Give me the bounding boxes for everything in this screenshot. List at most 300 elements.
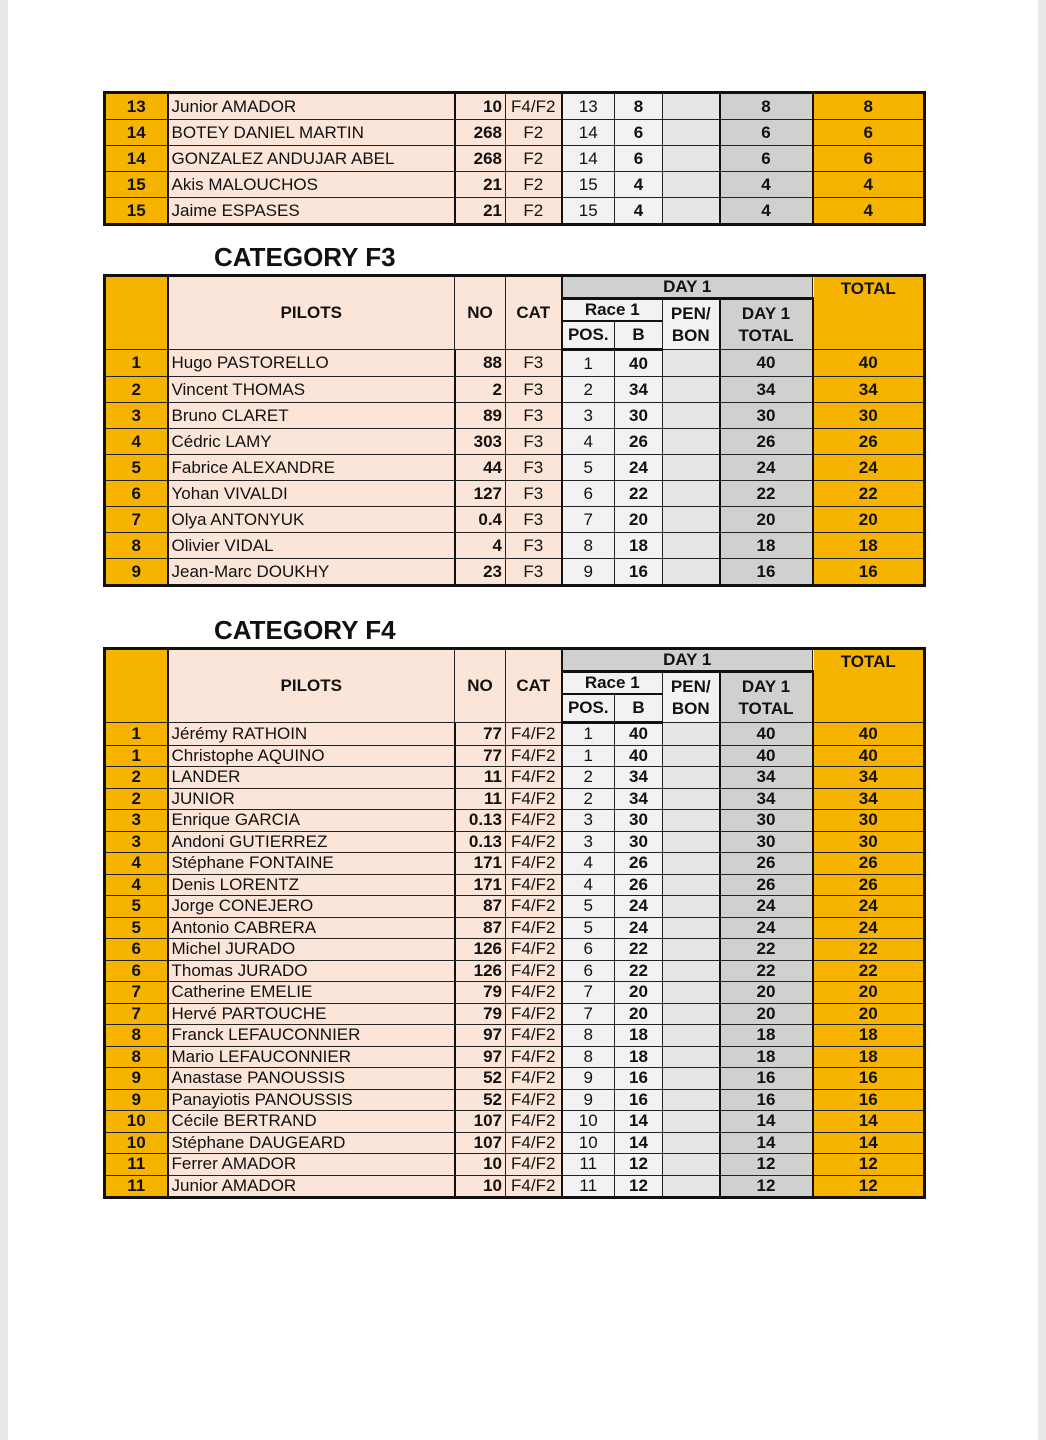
race-position-cell: 3 bbox=[562, 810, 615, 832]
result-row bbox=[105, 723, 925, 746]
category-cell: F4/F2 bbox=[506, 1111, 562, 1133]
rank-cell: 5 bbox=[105, 455, 168, 481]
rank-cell: 10 bbox=[105, 1132, 168, 1154]
race-points-cell: 34 bbox=[615, 767, 663, 789]
race-position-cell: 11 bbox=[562, 1154, 615, 1176]
car-number-cell: 21 bbox=[455, 198, 506, 225]
total-points-cell: 26 bbox=[813, 874, 925, 896]
pilot-name-cell: Anastase PANOUSSIS bbox=[168, 1068, 455, 1090]
race-points-cell: 34 bbox=[615, 377, 663, 403]
day1-total-cell: 34 bbox=[720, 767, 813, 789]
rank-cell: 7 bbox=[105, 982, 168, 1004]
rank-cell: 8 bbox=[105, 1046, 168, 1068]
race-points-cell: 6 bbox=[615, 120, 663, 146]
result-row bbox=[105, 429, 925, 455]
pilot-name-cell: Enrique GARCIA bbox=[168, 810, 455, 832]
race-position-cell: 2 bbox=[562, 767, 615, 789]
results-page bbox=[8, 0, 1038, 1440]
rank-cell: 6 bbox=[105, 960, 168, 982]
category-cell: F4/F2 bbox=[506, 853, 562, 875]
car-number-cell: 127 bbox=[455, 481, 506, 507]
race-points-cell: 12 bbox=[615, 1154, 663, 1176]
pilot-name-cell: Hervé PARTOUCHE bbox=[168, 1003, 455, 1025]
category-cell: F3 bbox=[506, 559, 562, 586]
results-table-continued bbox=[103, 91, 926, 226]
rank-cell: 5 bbox=[105, 896, 168, 918]
race-points-cell: 30 bbox=[615, 831, 663, 853]
race-position-cell: 10 bbox=[562, 1132, 615, 1154]
day1-total-cell: 24 bbox=[720, 917, 813, 939]
rank-cell: 7 bbox=[105, 1003, 168, 1025]
race-position-cell: 14 bbox=[562, 146, 615, 172]
pilot-name-cell: Olivier VIDAL bbox=[168, 533, 455, 559]
pilot-name-cell: Denis LORENTZ bbox=[168, 874, 455, 896]
race-points-cell: 30 bbox=[615, 403, 663, 429]
race-position-cell: 15 bbox=[562, 198, 615, 225]
total-points-cell: 4 bbox=[813, 198, 925, 225]
total-points-cell: 16 bbox=[813, 1068, 925, 1090]
car-number-cell: 97 bbox=[455, 1046, 506, 1068]
day1-total-cell: 22 bbox=[720, 481, 813, 507]
rank-header bbox=[105, 276, 168, 350]
total-points-cell: 30 bbox=[813, 831, 925, 853]
race-points-cell: 14 bbox=[615, 1132, 663, 1154]
penalty-bonus-cell bbox=[663, 1154, 720, 1176]
rank-cell: 7 bbox=[105, 507, 168, 533]
penalty-bonus-cell bbox=[663, 1003, 720, 1025]
car-number-cell: 52 bbox=[455, 1068, 506, 1090]
pilot-name-cell: Stéphane DAUGEARD bbox=[168, 1132, 455, 1154]
cat-header: CAT bbox=[506, 649, 562, 723]
race-position-cell: 7 bbox=[562, 1003, 615, 1025]
race-position-cell: 13 bbox=[562, 93, 615, 120]
race-points-cell: 34 bbox=[615, 788, 663, 810]
cat-header: CAT bbox=[506, 276, 562, 350]
day1-total-cell: 16 bbox=[720, 1089, 813, 1111]
car-number-cell: 0.13 bbox=[455, 810, 506, 832]
category-cell: F4/F2 bbox=[506, 982, 562, 1004]
result-row bbox=[105, 350, 925, 377]
day1-total-cell: 30 bbox=[720, 831, 813, 853]
total-points-cell: 8 bbox=[813, 93, 925, 120]
rank-cell: 15 bbox=[105, 198, 168, 225]
race-points-cell: 20 bbox=[615, 982, 663, 1004]
result-row bbox=[105, 198, 925, 225]
race-position-cell: 5 bbox=[562, 896, 615, 918]
penalty-bonus-cell bbox=[663, 1025, 720, 1047]
category-f3-title: CATEGORY F3 bbox=[214, 242, 396, 272]
rank-cell: 6 bbox=[105, 481, 168, 507]
total-points-cell: 12 bbox=[813, 1175, 925, 1198]
category-cell: F4/F2 bbox=[506, 788, 562, 810]
category-cell: F4/F2 bbox=[506, 831, 562, 853]
result-row bbox=[105, 1132, 925, 1154]
total-points-cell: 34 bbox=[813, 767, 925, 789]
category-cell: F4/F2 bbox=[506, 1068, 562, 1090]
pilot-name-cell: Michel JURADO bbox=[168, 939, 455, 961]
pilot-name-cell: Jean-Marc DOUKHY bbox=[168, 559, 455, 586]
result-row bbox=[105, 831, 925, 853]
race-points-cell: 40 bbox=[615, 745, 663, 767]
pilot-name-cell: Catherine EMELIE bbox=[168, 982, 455, 1004]
day1-total-cell: 26 bbox=[720, 853, 813, 875]
car-number-cell: 107 bbox=[455, 1132, 506, 1154]
penalty-bonus-cell bbox=[663, 455, 720, 481]
total-points-cell: 22 bbox=[813, 481, 925, 507]
penalty-bonus-cell bbox=[663, 533, 720, 559]
day1-total-cell: 20 bbox=[720, 982, 813, 1004]
penalty-bonus-cell bbox=[663, 917, 720, 939]
total-points-cell: 16 bbox=[813, 559, 925, 586]
penalty-bonus-cell bbox=[663, 120, 720, 146]
car-number-cell: 11 bbox=[455, 788, 506, 810]
total-points-cell: 20 bbox=[813, 982, 925, 1004]
rank-cell: 9 bbox=[105, 1089, 168, 1111]
pilot-name-cell: Junior AMADOR bbox=[168, 93, 455, 120]
day1-total-header: DAY 1 TOTAL bbox=[720, 672, 813, 723]
penalty-bonus-cell bbox=[663, 723, 720, 746]
category-cell: F4/F2 bbox=[506, 1154, 562, 1176]
race-position-cell: 5 bbox=[562, 455, 615, 481]
category-cell: F2 bbox=[506, 146, 562, 172]
penalty-bonus-cell bbox=[663, 93, 720, 120]
pilot-name-cell: Jaime ESPASES bbox=[168, 198, 455, 225]
result-row bbox=[105, 507, 925, 533]
pilot-name-cell: Junior AMADOR bbox=[168, 1175, 455, 1198]
pilot-name-cell: Vincent THOMAS bbox=[168, 377, 455, 403]
race-position-cell: 8 bbox=[562, 533, 615, 559]
race-position-cell: 3 bbox=[562, 403, 615, 429]
race-position-cell: 1 bbox=[562, 350, 615, 377]
total-points-cell: 18 bbox=[813, 533, 925, 559]
race1-header: Race 1 bbox=[562, 672, 663, 695]
race-points-cell: 6 bbox=[615, 146, 663, 172]
race-points-cell: 20 bbox=[615, 1003, 663, 1025]
car-number-cell: 126 bbox=[455, 939, 506, 961]
rank-cell: 11 bbox=[105, 1154, 168, 1176]
race-points-cell: 26 bbox=[615, 874, 663, 896]
penalty-bonus-cell bbox=[663, 831, 720, 853]
result-row bbox=[105, 810, 925, 832]
rank-cell: 4 bbox=[105, 874, 168, 896]
race-position-cell: 1 bbox=[562, 745, 615, 767]
penalty-bonus-cell bbox=[663, 788, 720, 810]
pilot-name-cell: Jérémy RATHOIN bbox=[168, 723, 455, 746]
category-cell: F4/F2 bbox=[506, 1025, 562, 1047]
total-points-cell: 14 bbox=[813, 1111, 925, 1133]
car-number-cell: 52 bbox=[455, 1089, 506, 1111]
pilot-name-cell: LANDER bbox=[168, 767, 455, 789]
day1-total-cell: 24 bbox=[720, 896, 813, 918]
penalty-bonus-cell bbox=[663, 559, 720, 586]
car-number-cell: 87 bbox=[455, 917, 506, 939]
day1-total-cell: 24 bbox=[720, 455, 813, 481]
day1-total-cell: 18 bbox=[720, 1025, 813, 1047]
race-points-cell: 8 bbox=[615, 93, 663, 120]
rank-cell: 6 bbox=[105, 939, 168, 961]
race-points-cell: 24 bbox=[615, 455, 663, 481]
race-position-cell: 4 bbox=[562, 874, 615, 896]
race-position-cell: 6 bbox=[562, 960, 615, 982]
penalty-bonus-cell bbox=[663, 939, 720, 961]
total-points-cell: 34 bbox=[813, 788, 925, 810]
race-points-cell: 22 bbox=[615, 939, 663, 961]
pos-header: POS. bbox=[562, 321, 615, 350]
pilot-name-cell: GONZALEZ ANDUJAR ABEL bbox=[168, 146, 455, 172]
day1-total-cell: 18 bbox=[720, 1046, 813, 1068]
result-row bbox=[105, 533, 925, 559]
car-number-cell: 2 bbox=[455, 377, 506, 403]
pilot-name-cell: Cédric LAMY bbox=[168, 429, 455, 455]
category-cell: F4/F2 bbox=[506, 723, 562, 746]
day1-total-cell: 18 bbox=[720, 533, 813, 559]
penalty-bonus-cell bbox=[663, 1111, 720, 1133]
result-row bbox=[105, 403, 925, 429]
day1-header: DAY 1 bbox=[562, 276, 813, 299]
category-f4-title: CATEGORY F4 bbox=[214, 615, 396, 645]
race-position-cell: 8 bbox=[562, 1025, 615, 1047]
result-row bbox=[105, 377, 925, 403]
category-cell: F4/F2 bbox=[506, 917, 562, 939]
total-points-cell: 12 bbox=[813, 1154, 925, 1176]
category-cell: F4/F2 bbox=[506, 745, 562, 767]
b-header: B bbox=[615, 321, 663, 350]
day1-total-cell: 40 bbox=[720, 350, 813, 377]
no-header: NO bbox=[455, 276, 506, 350]
penalty-bonus-cell bbox=[663, 767, 720, 789]
pilot-name-cell: Cécile BERTRAND bbox=[168, 1111, 455, 1133]
race-position-cell: 6 bbox=[562, 481, 615, 507]
race-position-cell: 8 bbox=[562, 1046, 615, 1068]
category-cell: F4/F2 bbox=[506, 1089, 562, 1111]
day1-total-cell: 14 bbox=[720, 1111, 813, 1133]
total-header: TOTAL bbox=[813, 649, 925, 723]
category-cell: F4/F2 bbox=[506, 1046, 562, 1068]
total-points-cell: 22 bbox=[813, 960, 925, 982]
pilot-name-cell: Franck LEFAUCONNIER bbox=[168, 1025, 455, 1047]
rank-cell: 8 bbox=[105, 533, 168, 559]
rank-cell: 2 bbox=[105, 767, 168, 789]
car-number-cell: 10 bbox=[455, 1154, 506, 1176]
result-row bbox=[105, 481, 925, 507]
rank-cell: 3 bbox=[105, 810, 168, 832]
car-number-cell: 23 bbox=[455, 559, 506, 586]
day1-total-cell: 6 bbox=[720, 120, 813, 146]
rank-cell: 5 bbox=[105, 917, 168, 939]
total-points-cell: 40 bbox=[813, 723, 925, 746]
race-points-cell: 24 bbox=[615, 896, 663, 918]
car-number-cell: 97 bbox=[455, 1025, 506, 1047]
category-cell: F4/F2 bbox=[506, 896, 562, 918]
total-points-cell: 24 bbox=[813, 917, 925, 939]
no-header: NO bbox=[455, 649, 506, 723]
car-number-cell: 79 bbox=[455, 982, 506, 1004]
race-points-cell: 4 bbox=[615, 198, 663, 225]
race-position-cell: 9 bbox=[562, 1068, 615, 1090]
race-position-cell: 4 bbox=[562, 429, 615, 455]
car-number-cell: 171 bbox=[455, 853, 506, 875]
race-points-cell: 4 bbox=[615, 172, 663, 198]
rank-cell: 13 bbox=[105, 93, 168, 120]
total-header: TOTAL bbox=[813, 276, 925, 350]
rank-cell: 8 bbox=[105, 1025, 168, 1047]
race-points-cell: 18 bbox=[615, 533, 663, 559]
pen-bon-header: PEN/ BON bbox=[663, 672, 720, 723]
rank-cell: 3 bbox=[105, 831, 168, 853]
category-cell: F4/F2 bbox=[506, 93, 562, 120]
rank-cell: 1 bbox=[105, 350, 168, 377]
b-header: B bbox=[615, 694, 663, 723]
pilot-name-cell: Hugo PASTORELLO bbox=[168, 350, 455, 377]
car-number-cell: 4 bbox=[455, 533, 506, 559]
penalty-bonus-cell bbox=[663, 146, 720, 172]
pilot-name-cell: Jorge CONEJERO bbox=[168, 896, 455, 918]
rank-cell: 1 bbox=[105, 723, 168, 746]
car-number-cell: 126 bbox=[455, 960, 506, 982]
total-points-cell: 26 bbox=[813, 853, 925, 875]
car-number-cell: 88 bbox=[455, 350, 506, 377]
rank-header bbox=[105, 649, 168, 723]
race-points-cell: 26 bbox=[615, 429, 663, 455]
car-number-cell: 87 bbox=[455, 896, 506, 918]
penalty-bonus-cell bbox=[663, 403, 720, 429]
rank-cell: 4 bbox=[105, 853, 168, 875]
total-points-cell: 24 bbox=[813, 896, 925, 918]
pos-header: POS. bbox=[562, 694, 615, 723]
total-points-cell: 34 bbox=[813, 377, 925, 403]
day1-total-cell: 8 bbox=[720, 93, 813, 120]
result-row bbox=[105, 120, 925, 146]
car-number-cell: 0.13 bbox=[455, 831, 506, 853]
rank-cell: 14 bbox=[105, 120, 168, 146]
race-position-cell: 7 bbox=[562, 507, 615, 533]
race-points-cell: 22 bbox=[615, 960, 663, 982]
car-number-cell: 107 bbox=[455, 1111, 506, 1133]
penalty-bonus-cell bbox=[663, 1132, 720, 1154]
day1-total-cell: 30 bbox=[720, 810, 813, 832]
day1-total-cell: 30 bbox=[720, 403, 813, 429]
total-points-cell: 14 bbox=[813, 1132, 925, 1154]
car-number-cell: 0.4 bbox=[455, 507, 506, 533]
rank-cell: 15 bbox=[105, 172, 168, 198]
pilot-name-cell: Christophe AQUINO bbox=[168, 745, 455, 767]
result-row bbox=[105, 939, 925, 961]
result-row bbox=[105, 982, 925, 1004]
race-position-cell: 10 bbox=[562, 1111, 615, 1133]
result-row bbox=[105, 559, 925, 586]
race-position-cell: 14 bbox=[562, 120, 615, 146]
race-position-cell: 11 bbox=[562, 1175, 615, 1198]
result-row bbox=[105, 1003, 925, 1025]
penalty-bonus-cell bbox=[663, 960, 720, 982]
result-row bbox=[105, 172, 925, 198]
total-points-cell: 26 bbox=[813, 429, 925, 455]
day1-total-cell: 22 bbox=[720, 939, 813, 961]
category-cell: F2 bbox=[506, 198, 562, 225]
total-points-cell: 18 bbox=[813, 1025, 925, 1047]
total-points-cell: 4 bbox=[813, 172, 925, 198]
category-f4-table bbox=[103, 647, 926, 1199]
car-number-cell: 79 bbox=[455, 1003, 506, 1025]
car-number-cell: 303 bbox=[455, 429, 506, 455]
day1-total-cell: 6 bbox=[720, 146, 813, 172]
penalty-bonus-cell bbox=[663, 896, 720, 918]
total-points-cell: 16 bbox=[813, 1089, 925, 1111]
car-number-cell: 77 bbox=[455, 723, 506, 746]
race-points-cell: 16 bbox=[615, 559, 663, 586]
race-points-cell: 40 bbox=[615, 350, 663, 377]
pen-bon-header: PEN/ BON bbox=[663, 299, 720, 350]
category-cell: F4/F2 bbox=[506, 874, 562, 896]
car-number-cell: 11 bbox=[455, 767, 506, 789]
category-cell: F3 bbox=[506, 533, 562, 559]
day1-header: DAY 1 bbox=[562, 649, 813, 672]
race-points-cell: 24 bbox=[615, 917, 663, 939]
penalty-bonus-cell bbox=[663, 745, 720, 767]
penalty-bonus-cell bbox=[663, 507, 720, 533]
pilot-name-cell: Antonio CABRERA bbox=[168, 917, 455, 939]
total-points-cell: 18 bbox=[813, 1046, 925, 1068]
day1-total-cell: 12 bbox=[720, 1154, 813, 1176]
total-points-cell: 30 bbox=[813, 810, 925, 832]
day1-total-cell: 40 bbox=[720, 723, 813, 746]
category-cell: F3 bbox=[506, 507, 562, 533]
day1-total-cell: 14 bbox=[720, 1132, 813, 1154]
category-cell: F2 bbox=[506, 172, 562, 198]
day1-total-cell: 34 bbox=[720, 377, 813, 403]
race-points-cell: 40 bbox=[615, 723, 663, 746]
result-row bbox=[105, 853, 925, 875]
day1-total-cell: 20 bbox=[720, 1003, 813, 1025]
race-points-cell: 14 bbox=[615, 1111, 663, 1133]
penalty-bonus-cell bbox=[663, 810, 720, 832]
category-cell: F4/F2 bbox=[506, 960, 562, 982]
car-number-cell: 44 bbox=[455, 455, 506, 481]
car-number-cell: 10 bbox=[455, 1175, 506, 1198]
race-position-cell: 6 bbox=[562, 939, 615, 961]
result-row bbox=[105, 93, 925, 120]
category-cell: F4/F2 bbox=[506, 1003, 562, 1025]
penalty-bonus-cell bbox=[663, 1046, 720, 1068]
pilot-name-cell: Stéphane FONTAINE bbox=[168, 853, 455, 875]
race-position-cell: 7 bbox=[562, 982, 615, 1004]
race-position-cell: 5 bbox=[562, 917, 615, 939]
result-row bbox=[105, 788, 925, 810]
category-cell: F3 bbox=[506, 377, 562, 403]
car-number-cell: 89 bbox=[455, 403, 506, 429]
category-cell: F3 bbox=[506, 429, 562, 455]
category-cell: F3 bbox=[506, 455, 562, 481]
result-row bbox=[105, 1046, 925, 1068]
pilots-header: PILOTS bbox=[168, 276, 455, 350]
race-position-cell: 2 bbox=[562, 377, 615, 403]
category-cell: F3 bbox=[506, 350, 562, 377]
pilot-name-cell: JUNIOR bbox=[168, 788, 455, 810]
category-cell: F2 bbox=[506, 120, 562, 146]
total-points-cell: 30 bbox=[813, 403, 925, 429]
result-row bbox=[105, 960, 925, 982]
result-row bbox=[105, 146, 925, 172]
penalty-bonus-cell bbox=[663, 1068, 720, 1090]
penalty-bonus-cell bbox=[663, 198, 720, 225]
day1-total-cell: 4 bbox=[720, 198, 813, 225]
result-row bbox=[105, 1068, 925, 1090]
total-points-cell: 24 bbox=[813, 455, 925, 481]
pilot-name-cell: Andoni GUTIERREZ bbox=[168, 831, 455, 853]
pilot-name-cell: Fabrice ALEXANDRE bbox=[168, 455, 455, 481]
result-row bbox=[105, 1111, 925, 1133]
race-position-cell: 15 bbox=[562, 172, 615, 198]
